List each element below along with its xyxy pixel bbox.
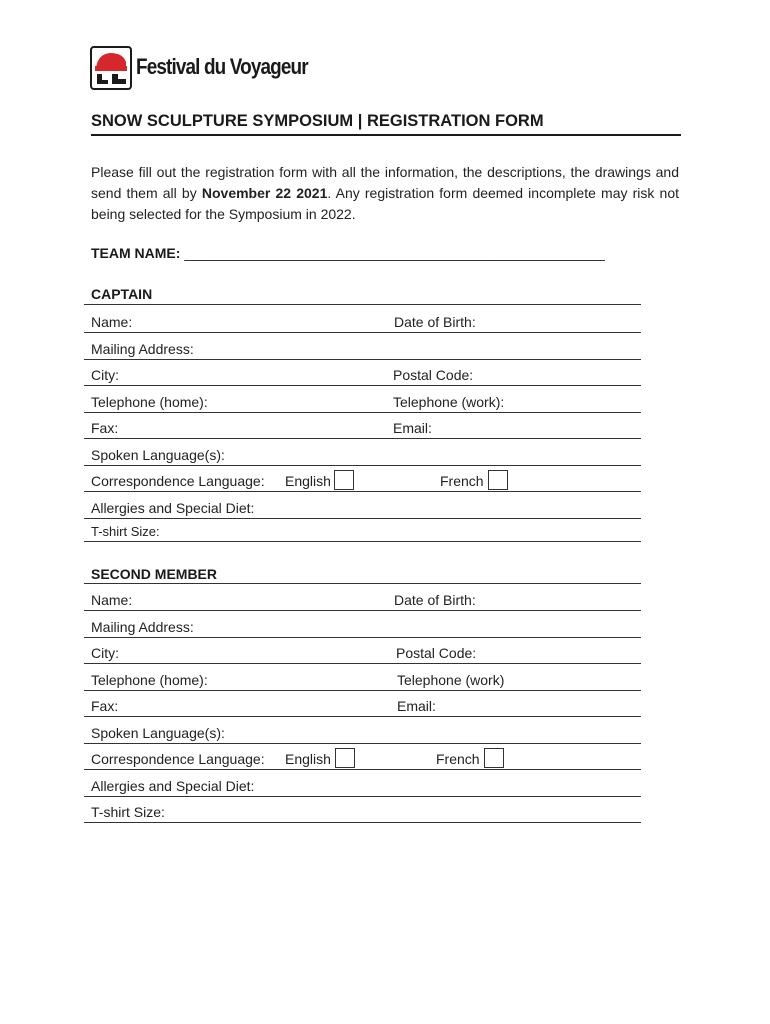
captain-name-label: Name: [91, 314, 133, 330]
festival-logo [90, 46, 308, 90]
second-row-city[interactable] [84, 637, 641, 664]
second-name-label: Name: [91, 592, 133, 608]
second-french-label: French [436, 751, 480, 767]
second-mailing-label: Mailing Address: [91, 619, 194, 635]
captain-tel-work-label: Telephone (work): [393, 394, 505, 410]
team-name-field[interactable] [91, 245, 605, 261]
form-title: SNOW SCULPTURE SYMPOSIUM | REGISTRATION FORM [91, 112, 681, 136]
second-tshirt-label: T-shirt Size: [91, 804, 165, 820]
captain-french-label: French [440, 473, 484, 489]
second-row-correspondence [84, 743, 641, 770]
captain-tel-home-label: Telephone (home): [91, 394, 208, 410]
captain-city-label: City: [91, 367, 119, 383]
second-row-allergies[interactable] [84, 770, 641, 797]
second-allergies-label: Allergies and Special Diet: [91, 778, 255, 794]
captain-french-checkbox[interactable] [488, 470, 508, 490]
captain-correspondence-label: Correspondence Language: [91, 473, 265, 489]
second-row-spoken[interactable] [84, 717, 641, 744]
second-row-fax[interactable] [84, 690, 641, 717]
captain-postal-label: Postal Code: [393, 367, 474, 383]
second-tel-work-label: Telephone (work) [397, 672, 505, 688]
second-correspondence-label: Correspondence Language: [91, 751, 265, 767]
second-row-telephone[interactable] [84, 664, 641, 691]
captain-row-city[interactable] [84, 359, 641, 386]
second-tel-home-label: Telephone (home): [91, 672, 208, 688]
captain-heading: CAPTAIN [91, 286, 153, 302]
captain-row-telephone[interactable] [84, 386, 641, 413]
team-name-blank: ______________________________________________________ [184, 245, 605, 261]
second-english-checkbox[interactable] [335, 748, 355, 768]
captain-row-tshirt[interactable] [84, 519, 641, 542]
second-spoken-label: Spoken Language(s): [91, 725, 225, 741]
second-english-label: English [285, 751, 331, 767]
second-fax-label: Fax: [91, 698, 119, 714]
second-postal-label: Postal Code: [396, 645, 477, 661]
captain-dob-label: Date of Birth: [394, 314, 476, 330]
second-email-label: Email: [397, 698, 436, 714]
captain-english-checkbox[interactable] [334, 470, 354, 490]
second-dob-label: Date of Birth: [394, 592, 476, 608]
second-row-tshirt[interactable] [84, 796, 641, 823]
logo-text: Festival du Voyageur [136, 54, 308, 79]
captain-row-mailing[interactable] [84, 333, 641, 360]
captain-row-spoken[interactable] [84, 439, 641, 466]
intro-paragraph [91, 162, 679, 225]
deadline-date: November 22 2021 [201, 185, 328, 201]
second-member-heading: SECOND MEMBER [91, 566, 218, 582]
second-french-checkbox[interactable] [484, 748, 504, 768]
second-row-name[interactable] [84, 584, 641, 611]
captain-tshirt-label: T-shirt Size: [91, 524, 160, 539]
captain-spoken-label: Spoken Language(s): [91, 447, 225, 463]
captain-row-correspondence [84, 465, 641, 492]
logo-mark-icon [90, 46, 132, 90]
captain-allergies-label: Allergies and Special Diet: [91, 500, 255, 516]
team-name-label: TEAM NAME: [91, 245, 181, 261]
captain-row-name[interactable] [84, 306, 641, 333]
intro-text-1: Please fill out the registration form with all the information, the descriptions, the drawings and send them all by [91, 164, 679, 201]
captain-top-rule [84, 304, 641, 305]
captain-email-label: Email: [393, 420, 432, 436]
captain-row-allergies[interactable] [84, 492, 641, 519]
second-row-mailing[interactable] [84, 611, 641, 638]
captain-mailing-label: Mailing Address: [91, 341, 194, 357]
second-city-label: City: [91, 645, 119, 661]
intro-text-2: . Any registration form deemed incomplete may risk not being selected for the Symposium in 2022. [91, 185, 680, 222]
captain-fax-label: Fax: [91, 420, 119, 436]
captain-row-fax[interactable] [84, 412, 641, 439]
captain-english-label: English [285, 473, 331, 489]
